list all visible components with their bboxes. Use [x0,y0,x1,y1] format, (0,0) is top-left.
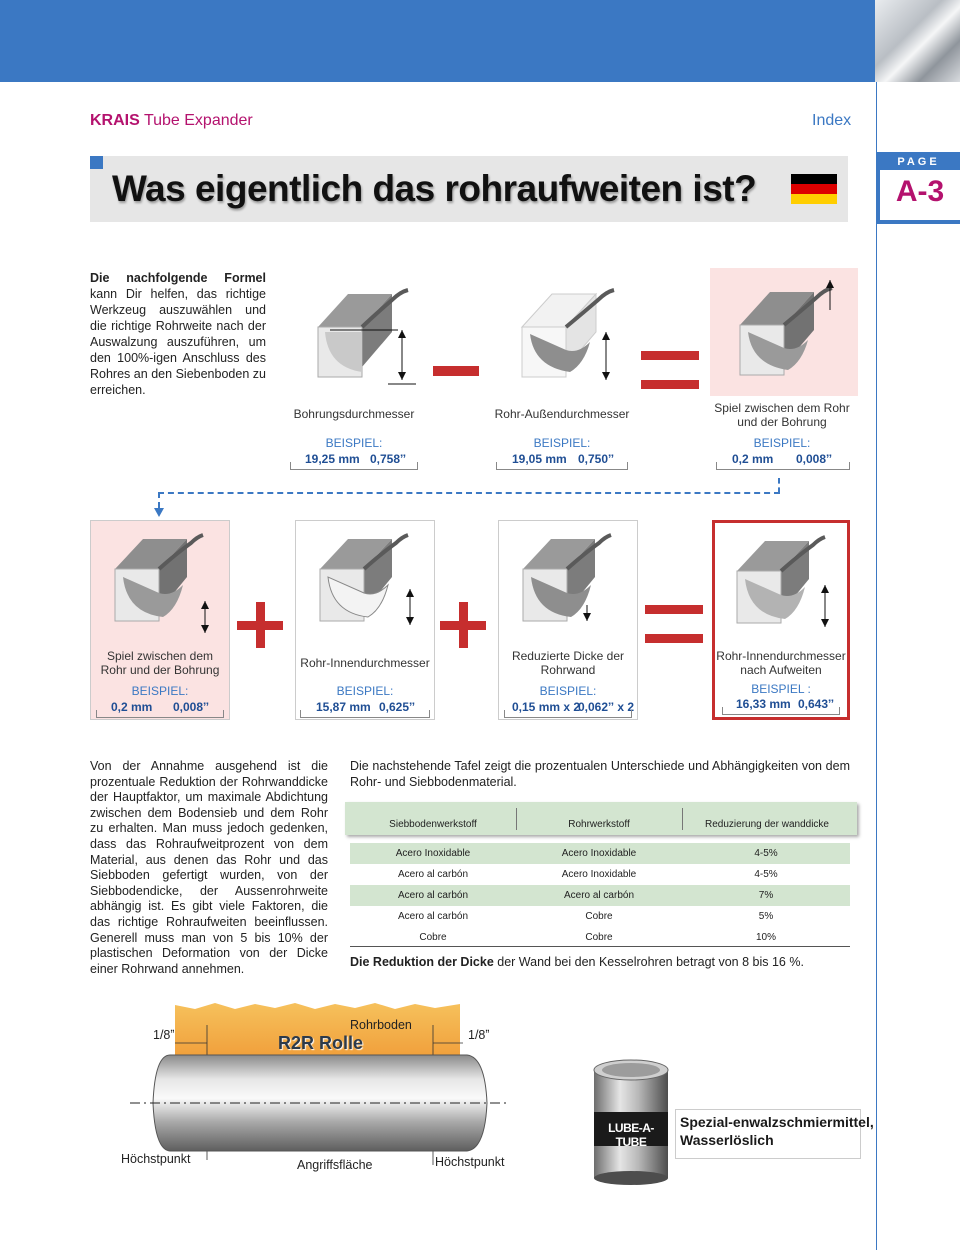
f1-bracket-1 [290,462,418,470]
intro-bold: Die nachfolgende Formel [90,271,266,285]
f2-inch-3: 0,062ˮ x 2 [578,700,635,714]
f1-caption-1: Bohrungsdurchmesser [293,407,415,421]
title-marker [90,156,103,169]
table-row [350,864,850,885]
lubricant-caption-line1: Spezial-enwalzschmiermittel, [680,1114,874,1130]
page-label: PAGE [897,156,940,168]
f2-caption-2: Rohr-Innendurchmesser [300,656,430,670]
f2-bracket-1 [96,710,224,718]
f1-mm-2: 19,05 mm [512,452,567,466]
table-header [345,802,857,835]
connector-down [158,492,160,508]
table-cell: Acero al carbón [397,911,469,922]
table-divider [682,808,683,830]
table-cell: Cobre [585,911,613,922]
table-cell: Acero al carbón [397,869,469,880]
f2-example-label-3: BEISPIEL: [539,684,597,698]
f1-bracket-2 [496,462,628,470]
connector-arrow-icon [154,508,164,517]
table-cell: Acero al carbón [563,890,635,901]
bore-diameter-illustration [288,270,436,410]
lubricant-caption [680,1113,874,1149]
table-cell: Acero Inoxidable [561,848,637,859]
f1-caption-3: Spiel zwischen dem Rohr und der Bohrung [714,401,850,429]
plus-operator-2-v [459,602,468,648]
f2-caption-1: Spiel zwischen dem Rohr und der Bohrung [100,649,220,677]
f2-mm-3: 0,15 mm x 2 [512,700,581,714]
f1-mm-1: 19,25 mm [305,452,360,466]
corner-tool-photo [875,0,960,82]
roll-left-margin: 1/8ˮ [153,1028,175,1042]
table-row [350,885,850,906]
brand-name: KRAIS [90,112,140,129]
f1-example-label-1: BEISPIEL: [325,436,383,450]
intro-paragraph [90,270,266,398]
f1-example-label-3: BEISPIEL: [753,436,811,450]
table-note-bold: Die Reduktion der Dicke [350,955,494,969]
right-margin-rule [876,82,877,1250]
f2-inch-1: 0,008ˮ [173,700,210,714]
table-cell: 7% [758,890,774,901]
lubricant-caption-line2: Wasserlöslich [680,1132,774,1148]
table-note-text: der Wand bei den Kesselrohren betragt von 8 bis 16 %. [493,955,804,969]
table-note [350,955,804,969]
table-bottom-rule [350,946,850,947]
top-color-band [0,0,875,82]
table-cell: Acero Inoxidable [395,848,471,859]
tube-sheet-label: Rohrboden [350,1018,412,1032]
body-text-left: Von der Annahme ausgehend ist die prozentuale Reduktion der Rohrwanddicke der Hauptfaktor, um maximale Abdichtung zwischen dem Bodensieb und dem Rohr zu erhalten. Man muss jedoch gedenken, dass das Rohraufweitprozent von dem Material, aus denen das Rohr und das Siebboden gefertigt wurden, von der Siebbodendicke, der Aussenrohrweite abhängig ist. Es gibt viele Faktoren, die das richtige Rohraufweiten beeinflussen. Generell muss man von 5 bis 10% der plastischen Deformation von der Dicke einer Rohrwand annehmen. [90,759,328,976]
f1-inch-3: 0,008ˮ [796,452,833,466]
f2-bracket-4 [722,707,840,715]
page-title: Was eigentlich das rohraufweiten ist? [112,168,757,209]
intro-text: kann Dir helfen, das richtige Werkzeug auszuwählen und die richtige Rohrweite nach der Auswalzung auszuführen, um den 100%-igen Anschluss des Rohres an den Siebenboden zu erreichen. [90,287,266,397]
f2-caption-4: Rohr-Innendurchmesser nach Aufweiten [716,649,846,677]
tube-od-illustration [492,270,640,410]
body-text-right: Die nachstehende Tafel zeigt die prozentualen Unterschiede und Abhängigkeiten von dem Rohr- und Siebbodenmaterial. [350,759,850,789]
f1-inch-1: 0,758ˮ [370,452,407,466]
high-point-right-label: Höchstpunkt [435,1155,505,1169]
table-divider [516,808,517,830]
contact-area-label: Angriffsfläche [297,1158,373,1172]
f1-bracket-3 [716,462,850,470]
f2-bracket-2 [300,710,430,718]
f2-mm-4: 16,33 mm [736,697,791,711]
f2-mm-1: 0,2 mm [111,700,153,714]
plus-operator-1-v [256,602,265,648]
connector-horizontal [158,492,780,494]
table-header-cell: Rohrwerkstoff [568,819,630,830]
equals-operator-2-bottom [645,634,703,643]
roll-name: R2R Rolle [278,1033,364,1053]
page-number: A-3 [895,175,945,208]
lube-can-label: LUBE-A-TUBE [608,1121,654,1149]
f2-bracket-3 [504,710,632,718]
connector-up [778,478,780,493]
f2-inch-4: 0,643ˮ [798,697,835,711]
f2-example-label-2: BEISPIEL: [336,684,394,698]
r2r-roll-illustration [115,995,515,1170]
table-cell: 10% [755,932,776,943]
f2-inch-2: 0,625ˮ [379,700,416,714]
equals-operator-top [641,351,699,360]
table-row [350,843,850,864]
f2-mm-2: 15,87 mm [316,700,371,714]
table-header-cell: Siebbodenwerkstoff [389,819,477,830]
table-cell: 4-5% [754,848,778,859]
f1-mm-3: 0,2 mm [732,452,774,466]
f1-example-label-2: BEISPIEL: [533,436,591,450]
clearance-illustration [710,268,858,396]
equals-operator-bottom [641,380,699,389]
f2-example-label-4: BEISPIEL : [751,682,811,696]
minus-operator [433,366,479,376]
table-cell: 5% [758,911,774,922]
table-cell: Cobre [419,932,447,943]
index-link[interactable]: Index [812,112,852,129]
f1-caption-2: Rohr-Außendurchmesser [494,407,630,421]
table-cell: Cobre [585,932,613,943]
brand-title [90,112,253,130]
table-cell: Acero al carbón [397,890,469,901]
table-cell: Acero Inoxidable [561,869,637,880]
product-name: Tube Expander [143,112,253,129]
f2-caption-3: Reduzierte Dicke der Rohrwand [511,649,625,677]
f2-example-label-1: BEISPIEL: [131,684,189,698]
roll-right-margin: 1/8ˮ [468,1028,490,1042]
f1-inch-2: 0,750ˮ [578,452,615,466]
equals-operator-2-top [645,605,703,614]
german-flag-icon [791,174,837,204]
table-row [350,927,850,948]
high-point-left-label: Höchstpunkt [121,1152,191,1166]
table-cell: 4-5% [754,869,778,880]
table-row [350,906,850,927]
table-header-cell: Reduzierung der wanddicke [705,819,829,830]
